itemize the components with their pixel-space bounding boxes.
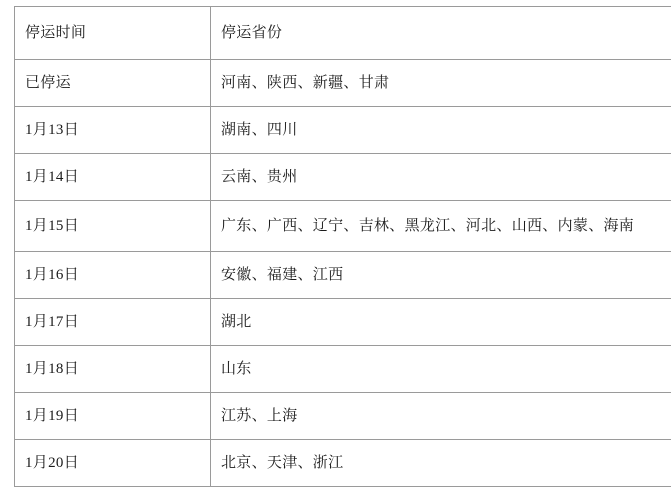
cell-time-text: 1月14日 — [25, 169, 80, 185]
table-row — [15, 252, 671, 299]
cell-provinces — [211, 60, 671, 107]
cell-time-text: 1月20日 — [25, 455, 80, 471]
cell-provinces-text: 广东、广西、辽宁、吉林、黑龙江、河北、山西、内蒙、海南 — [221, 218, 635, 234]
column-header-provinces — [211, 7, 671, 60]
cell-time-text: 1月15日 — [25, 218, 80, 234]
cell-time — [15, 393, 211, 440]
cell-provinces — [211, 107, 671, 154]
table-row — [15, 440, 671, 487]
cell-time — [15, 154, 211, 201]
cell-provinces — [211, 299, 671, 346]
cell-time-text: 1月17日 — [25, 314, 80, 330]
cell-provinces-text: 河南、陕西、新疆、甘肃 — [221, 75, 390, 91]
cell-provinces — [211, 440, 671, 487]
cell-provinces — [211, 154, 671, 201]
table-body — [15, 7, 671, 487]
cell-provinces-text: 湖北 — [221, 314, 252, 330]
cell-time-text: 已停运 — [25, 75, 71, 91]
cell-time-text: 1月18日 — [25, 361, 80, 377]
column-header-time — [15, 7, 211, 60]
table-header-row — [15, 7, 671, 60]
table-row — [15, 154, 671, 201]
cell-time — [15, 346, 211, 393]
table-row — [15, 393, 671, 440]
cell-provinces — [211, 346, 671, 393]
cell-provinces-text: 北京、天津、浙江 — [221, 455, 344, 471]
cell-time-text: 1月16日 — [25, 267, 80, 283]
cell-time — [15, 201, 211, 252]
cell-provinces — [211, 252, 671, 299]
cell-time — [15, 299, 211, 346]
table-row — [15, 346, 671, 393]
column-header-provinces-label: 停运省份 — [221, 25, 283, 41]
cell-provinces-text: 云南、贵州 — [221, 169, 298, 185]
cell-time — [15, 60, 211, 107]
cell-provinces — [211, 201, 671, 252]
table-row — [15, 107, 671, 154]
table-row — [15, 201, 671, 252]
cell-provinces-text: 山东 — [221, 361, 252, 377]
column-header-time-label: 停运时间 — [25, 25, 87, 41]
cell-provinces-text: 江苏、上海 — [221, 408, 298, 424]
cell-time-text: 1月13日 — [25, 122, 80, 138]
cell-provinces-text: 湖南、四川 — [221, 122, 298, 138]
cell-time — [15, 107, 211, 154]
cell-provinces — [211, 393, 671, 440]
table-row — [15, 60, 671, 107]
table-row — [15, 299, 671, 346]
cell-time-text: 1月19日 — [25, 408, 80, 424]
cell-time — [15, 252, 211, 299]
cell-time — [15, 440, 211, 487]
suspension-schedule-table — [14, 6, 671, 487]
cell-provinces-text: 安徽、福建、江西 — [221, 267, 344, 283]
